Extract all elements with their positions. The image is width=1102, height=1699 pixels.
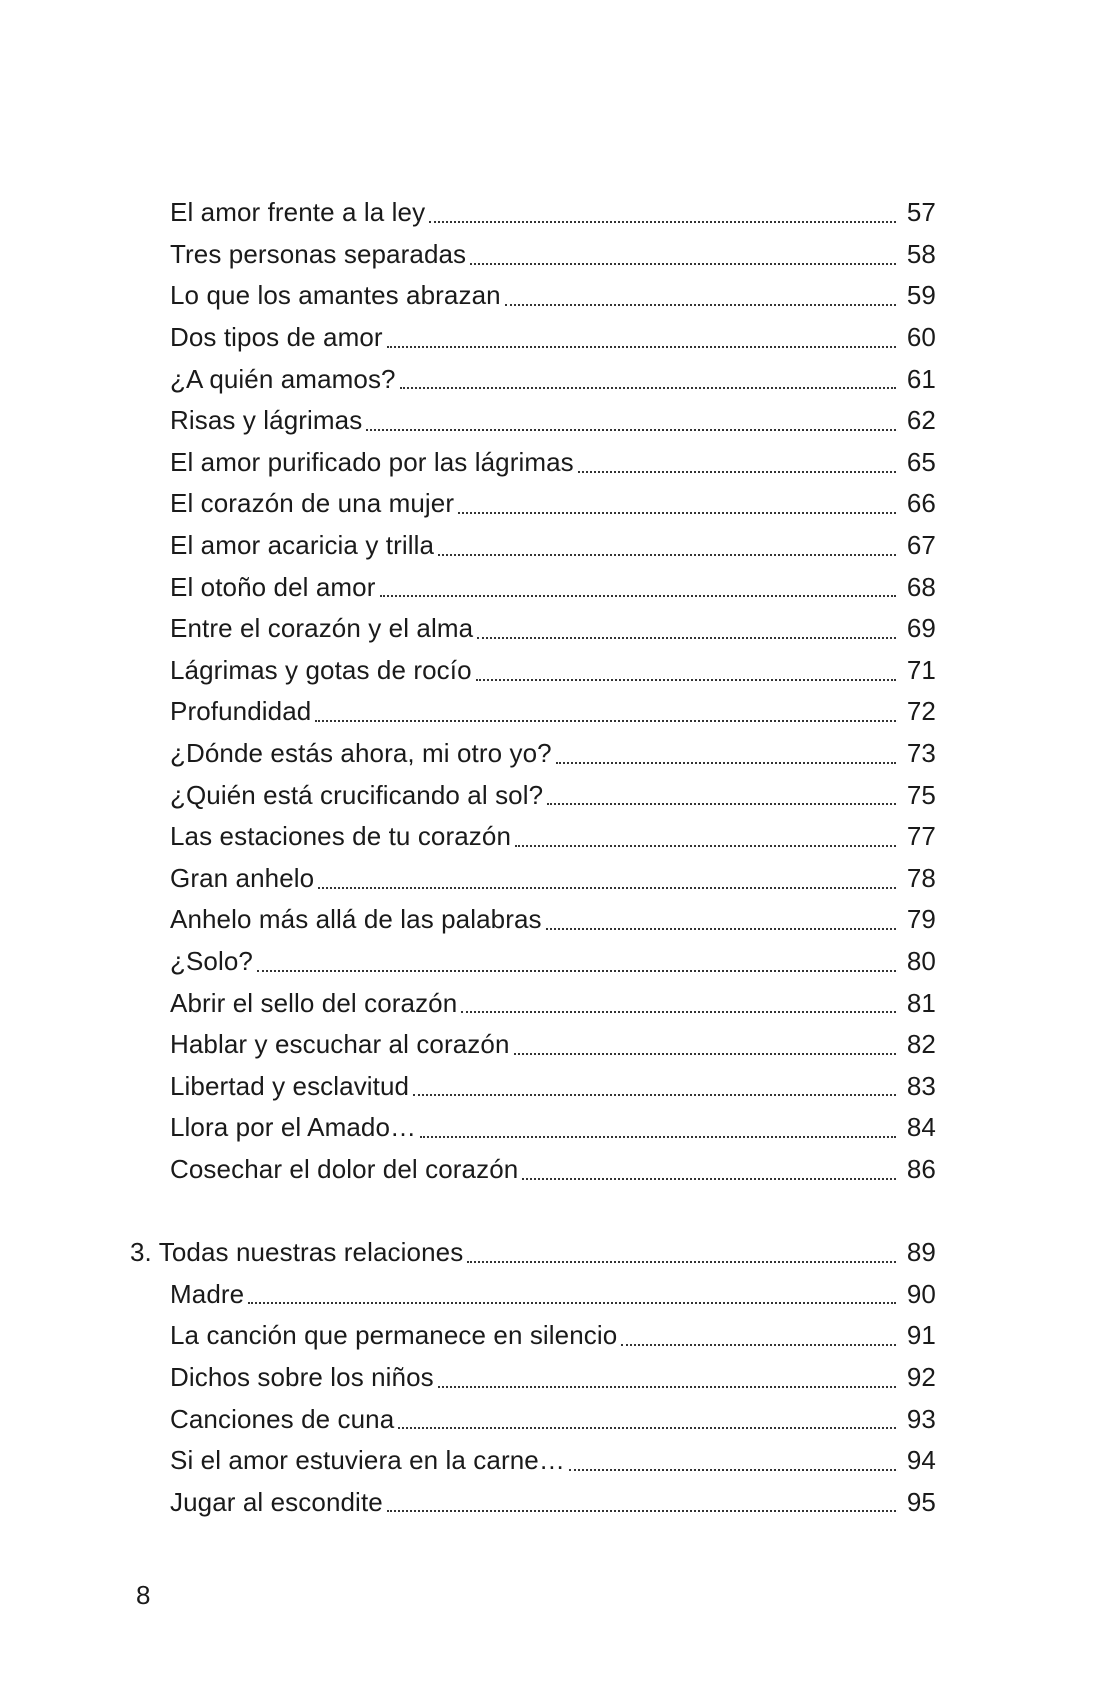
- toc-entry-title: Llora por el Amado…: [170, 1112, 420, 1143]
- dot-leader: [569, 1440, 896, 1482]
- dot-leader: [458, 483, 896, 525]
- toc-entry-page: 61: [906, 363, 936, 394]
- toc-chapter-page: 89: [906, 1237, 936, 1268]
- toc-entry-title: ¿Dónde estás ahora, mi otro yo?: [170, 738, 556, 769]
- toc-entry-page: 69: [906, 613, 936, 644]
- toc-entry: [170, 816, 936, 858]
- toc-chapter-title: 3. Todas nuestras relaciones: [130, 1237, 467, 1268]
- dot-leader: [398, 1398, 896, 1440]
- toc-entry-page: 86: [906, 1153, 936, 1184]
- toc-entry: [170, 1024, 936, 1066]
- toc-entry: [170, 442, 936, 484]
- dot-leader: [400, 358, 896, 400]
- dot-leader: [522, 1149, 896, 1191]
- toc-entry: [170, 1273, 936, 1315]
- dot-leader: [366, 400, 896, 442]
- toc-entry-page: 66: [906, 488, 936, 519]
- toc-entry-title: Anhelo más allá de las palabras: [170, 904, 546, 935]
- toc-entry-page: 58: [906, 238, 936, 269]
- toc-entry-title: El amor acaricia y trilla: [170, 530, 438, 561]
- toc-entry-page: 57: [906, 197, 936, 228]
- toc-entry-page: 81: [906, 987, 936, 1018]
- toc-entry-title: Gran anhelo: [170, 863, 318, 894]
- toc-entry-page: 78: [906, 862, 936, 893]
- toc-entry: [170, 1065, 936, 1107]
- toc-entry: [170, 358, 936, 400]
- toc-entry: [170, 941, 936, 983]
- toc-entry-page: 75: [906, 779, 936, 810]
- toc-entry: [170, 733, 936, 775]
- page-number: 8: [136, 1580, 151, 1610]
- toc-entry: [170, 982, 936, 1024]
- toc-entry: [170, 1481, 936, 1523]
- toc-entry-title: El corazón de una mujer: [170, 488, 458, 519]
- toc-entry: [170, 317, 936, 359]
- dot-leader: [546, 899, 896, 941]
- toc-entry-title: ¿Quién está crucificando al sol?: [170, 780, 547, 811]
- toc-entry-page: 71: [906, 654, 936, 685]
- toc-entry: [170, 899, 936, 941]
- toc-entry-title: El amor frente a la ley: [170, 197, 429, 228]
- toc-entry: [170, 275, 936, 317]
- toc-entry-page: 59: [906, 280, 936, 311]
- dot-leader: [467, 1232, 896, 1274]
- toc-entry: [170, 691, 936, 733]
- section-gap: [0, 1190, 1102, 1232]
- dot-leader: [547, 774, 896, 816]
- toc-entry-page: 77: [906, 821, 936, 852]
- toc-entry: [170, 1440, 936, 1482]
- toc-entry-title: Lágrimas y gotas de rocío: [170, 655, 476, 686]
- toc-entry-page: 68: [906, 571, 936, 602]
- toc-entry-page: 91: [906, 1320, 936, 1351]
- toc-entry: [170, 1398, 936, 1440]
- dot-leader: [380, 566, 897, 608]
- dot-leader: [476, 650, 896, 692]
- toc-entry-title: Jugar al escondite: [170, 1487, 387, 1518]
- toc-entry: [170, 192, 936, 234]
- toc-entry: [170, 650, 936, 692]
- toc-entry: [170, 400, 936, 442]
- toc-entry-title: ¿A quién amamos?: [170, 364, 400, 395]
- dot-leader: [477, 608, 896, 650]
- toc-entry-page: 62: [906, 405, 936, 436]
- toc-entry-title: Si el amor estuviera en la carne…: [170, 1445, 569, 1476]
- toc-entry-page: 84: [906, 1112, 936, 1143]
- toc-entry-page: 65: [906, 446, 936, 477]
- toc-entry-page: 95: [906, 1486, 936, 1517]
- dot-leader: [248, 1273, 896, 1315]
- table-of-contents: [0, 192, 1102, 1523]
- toc-entry-page: 90: [906, 1278, 936, 1309]
- toc-entry: [170, 1149, 936, 1191]
- dot-leader: [413, 1065, 896, 1107]
- dot-leader: [420, 1107, 896, 1149]
- toc-chapter-heading: [130, 1232, 936, 1274]
- toc-entry-title: Canciones de cuna: [170, 1404, 398, 1435]
- toc-entry: [170, 1315, 936, 1357]
- dot-leader: [578, 442, 896, 484]
- dot-leader: [429, 192, 896, 234]
- toc-entry-title: Cosechar el dolor del corazón: [170, 1154, 522, 1185]
- toc-entry-title: El amor purificado por las lágrimas: [170, 447, 578, 478]
- toc-entry: [170, 525, 936, 567]
- dot-leader: [387, 317, 896, 359]
- toc-entry-title: Dos tipos de amor: [170, 322, 387, 353]
- toc-entry-page: 83: [906, 1070, 936, 1101]
- toc-entry-title: Hablar y escuchar al corazón: [170, 1029, 514, 1060]
- dot-leader: [387, 1481, 896, 1523]
- toc-entry-page: 93: [906, 1403, 936, 1434]
- toc-entry-title: ¿Solo?: [170, 946, 257, 977]
- dot-leader: [318, 858, 896, 900]
- toc-entry: [170, 483, 936, 525]
- toc-entry-page: 72: [906, 696, 936, 727]
- toc-entry-title: Profundidad: [170, 696, 315, 727]
- dot-leader: [438, 1357, 896, 1399]
- toc-entry: [170, 774, 936, 816]
- toc-entry-page: 92: [906, 1361, 936, 1392]
- dot-leader: [257, 941, 896, 983]
- toc-entry: [170, 608, 936, 650]
- toc-entry: [170, 1107, 936, 1149]
- toc-entry-title: Lo que los amantes abrazan: [170, 280, 505, 311]
- dot-leader: [461, 982, 896, 1024]
- toc-entry-page: 73: [906, 738, 936, 769]
- dot-leader: [621, 1315, 896, 1357]
- toc-entry-page: 67: [906, 530, 936, 561]
- toc-entry-title: Dichos sobre los niños: [170, 1362, 438, 1393]
- toc-entry: [170, 1357, 936, 1399]
- toc-entry-title: La canción que permanece en silencio: [170, 1320, 621, 1351]
- toc-entry-title: Entre el corazón y el alma: [170, 613, 477, 644]
- toc-entry: [170, 566, 936, 608]
- dot-leader: [505, 275, 896, 317]
- toc-entry: [170, 858, 936, 900]
- toc-entry-title: Risas y lágrimas: [170, 405, 366, 436]
- dot-leader: [556, 733, 896, 775]
- dot-leader: [514, 1024, 896, 1066]
- toc-entry-title: El otoño del amor: [170, 572, 380, 603]
- toc-entry-page: 79: [906, 904, 936, 935]
- toc-entry-page: 60: [906, 322, 936, 353]
- dot-leader: [315, 691, 896, 733]
- toc-entry-title: Madre: [170, 1279, 248, 1310]
- toc-entry-page: 82: [906, 1029, 936, 1060]
- toc-entry-title: Tres personas separadas: [170, 239, 470, 270]
- toc-entry-title: Las estaciones de tu corazón: [170, 821, 515, 852]
- dot-leader: [438, 525, 896, 567]
- dot-leader: [470, 234, 896, 276]
- toc-entry: [170, 234, 936, 276]
- toc-entry-page: 80: [906, 945, 936, 976]
- dot-leader: [515, 816, 896, 858]
- toc-entry-title: Abrir el sello del corazón: [170, 988, 461, 1019]
- toc-entry-title: Libertad y esclavitud: [170, 1071, 413, 1102]
- toc-entry-page: 94: [906, 1445, 936, 1476]
